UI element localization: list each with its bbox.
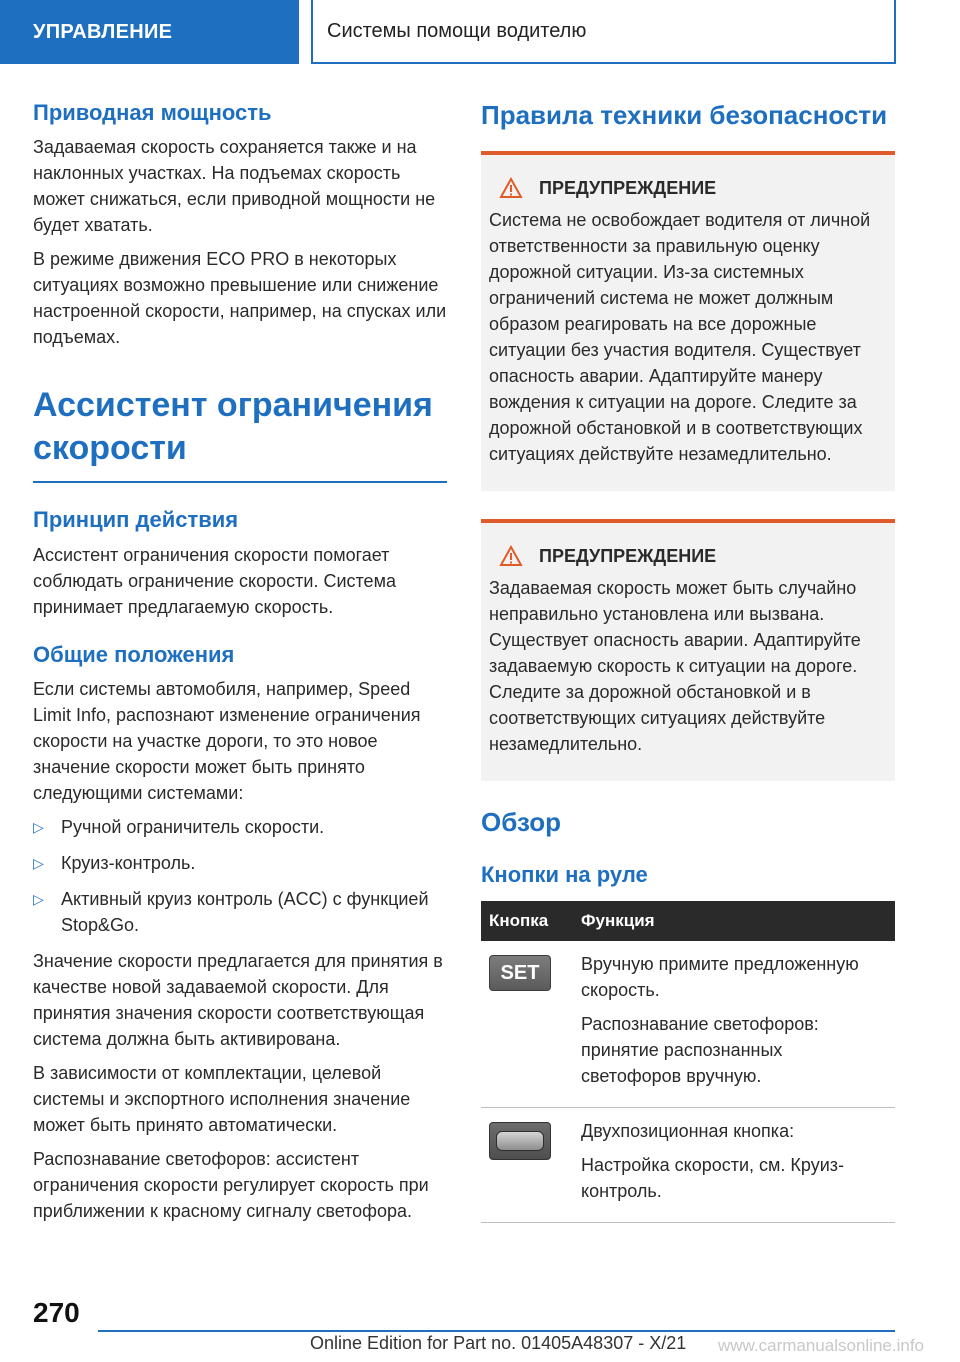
row-2-line-1: Двухпозиционная кнопка: [581,1120,795,1141]
left-column [33,100,447,1232]
table-row [481,941,895,1108]
triangle-bullet-icon: ▷ [33,891,44,908]
overview-title: Обзор [481,807,561,838]
table-row [481,1107,895,1222]
buttons-title: Кнопки на руле [481,862,648,888]
safety-title: Правила техники безопасности [481,100,888,130]
warning-box-2 [481,519,895,781]
section-divider [33,481,447,483]
principle-title: Принцип действия [33,507,239,533]
edition-text: Online Edition for Part no. 01405A48307 - X/21 [310,1333,687,1353]
row-2-line-2: Настройка скорости, см. Круиз-контроль. [581,1154,844,1201]
buttons-table [481,901,895,1223]
assist-title: Ассистент ограничения скорости [33,386,433,467]
general-title: Общие положения [33,641,235,667]
right-column [481,100,895,1223]
row-1-line-1: Вручную примите предложенную скорость. [581,953,859,1000]
warning-1-title: ПРЕДУПРЕЖДЕНИЕ [539,177,717,198]
set-button-icon: SET [489,955,551,991]
power-paragraph-1: Задаваемая скорость сохраняется также и на наклонных участках. На подъемах скорость может снижаться, если приводной мощности не будет хватать. [33,137,436,236]
rocker-switch-icon [489,1122,551,1160]
power-paragraph-2: В режиме движения ECO PRO в некоторых ситуациях возможно превышение или снижение настроенной скорости, например, на спусках или подъемах. [33,249,447,348]
warning-2-text: Задаваемая скорость может быть случайно неправильно установлена или вызвана. Существует опасность аварии. Адаптируйте задаваемую скорость к ситуации на дороге. Следите за дорожной обстановкой и в соответствующих ситуациях действуйте незамедлительно. [489,578,861,755]
list-item: ▷ Ручной ограничитель скорости. [33,814,447,840]
accept-paragraph: Значение скорости предлагается для принятия в качестве новой задаваемой скорости. Для принятия значения скорости соответствующая система должна быть активирована. [33,951,443,1050]
warning-1-text: Система не освобождает водителя от личной ответственности за правильную оценку дорожной ситуации. Из-за системных ограничений система не может должным образом реагировать на все дорожные ситуации без участия водителя. Существует опасность аварии. Адаптируйте манеру вождения к ситуации на дороге. Следите за дорожной обстановкой и в соответствующих ситуациях действуйте незамедлительно. [489,210,871,465]
column-header-button: Кнопка [481,901,573,941]
principle-paragraph: Ассистент ограничения скорости помогает соблюдать ограничение скорости. Система принимает предлагаемую скорость. [33,544,396,617]
list-item: ▷ Круиз-контроль. [33,850,447,876]
warning-triangle-icon [499,545,523,567]
footer-divider [98,1330,895,1332]
warning-2-title: ПРЕДУПРЕЖДЕНИЕ [539,545,717,566]
list-item: ▷ Активный круиз контроль (ACC) с функцией Stop&Go. [33,886,447,938]
traffic-light-paragraph: Распознавание светофоров: ассистент ограничения скорости регулирует скорость при приближении к красному сигналу светофора. [33,1149,429,1222]
warning-triangle-icon [499,177,523,199]
systems-list [33,814,447,938]
column-header-function: Функция [573,901,895,941]
watermark-text: www.carmanualsonline.info [718,1336,924,1355]
triangle-bullet-icon: ▷ [33,855,44,872]
page-number: 270 [33,1297,80,1328]
power-title: Приводная мощность [33,100,272,125]
general-paragraph: Если системы автомобиля, например, Speed Limit Info, распознают изменение ограничения скорости на участке дороги, то это новое значение скорости может быть принято следующими системами: [33,679,421,804]
header-chapter-label: Системы помощи водителю [311,0,896,64]
table-header-row [481,901,895,941]
warning-box-1 [481,151,895,491]
triangle-bullet-icon: ▷ [33,819,44,836]
equipment-paragraph: В зависимости от комплектации, целевой системы и экспортного исполнения значение может быть принято автоматически. [33,1063,411,1136]
row-1-line-2: Распознавание светофоров: принятие распознанных светофоров вручную. [581,1013,819,1086]
header-section-label: УПРАВЛЕНИЕ [0,0,299,64]
